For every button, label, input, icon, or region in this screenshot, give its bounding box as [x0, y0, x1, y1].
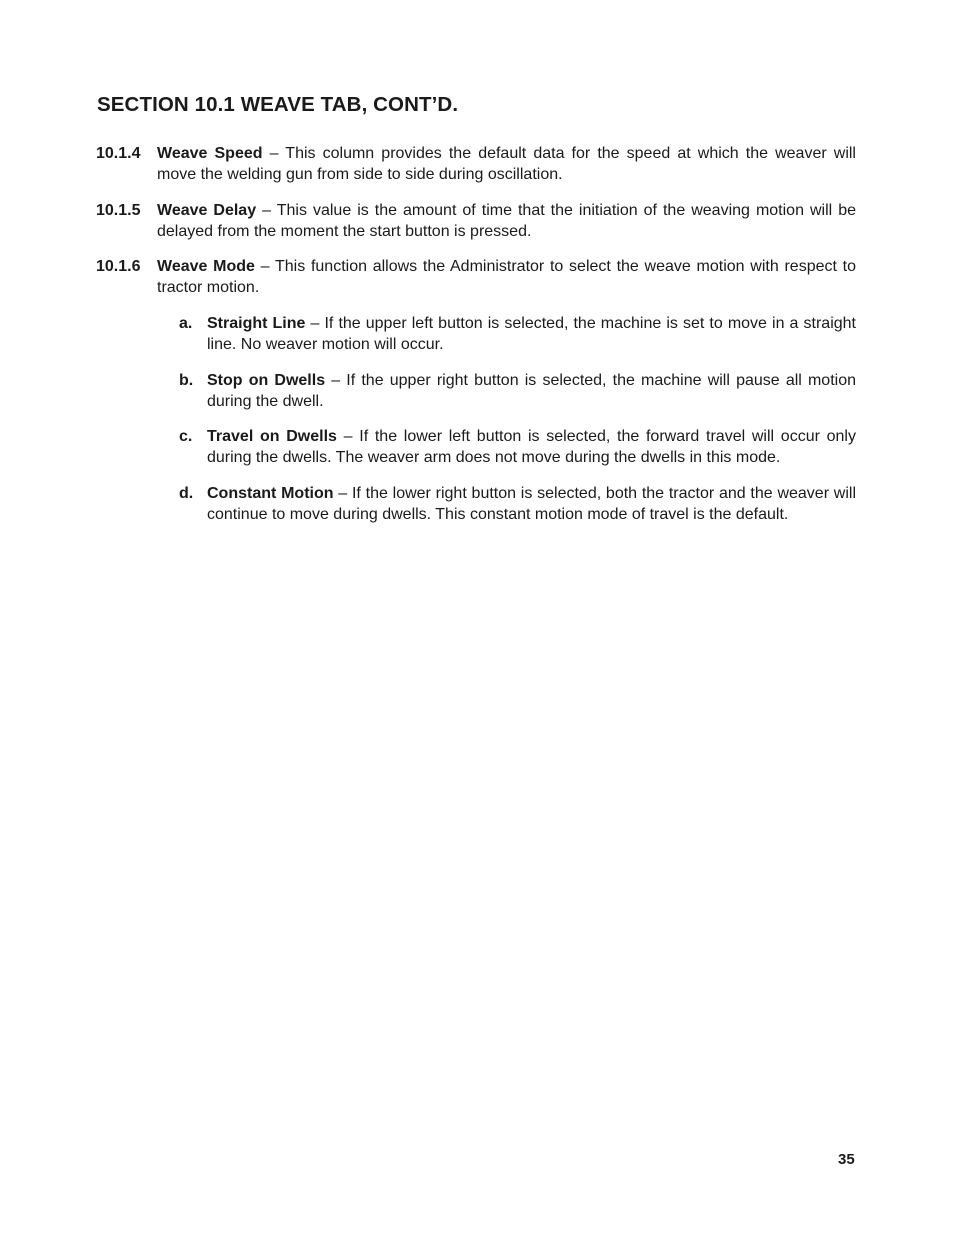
- mode-term: Stop on Dwells: [207, 372, 326, 389]
- mode-paragraph: [207, 427, 856, 468]
- page-title: SECTION 10.1 WEAVE TAB, CONT’D.: [97, 93, 459, 116]
- section-paragraph: [157, 144, 856, 185]
- section-term: Weave Mode: [157, 258, 255, 275]
- section-term: Weave Delay: [157, 202, 257, 219]
- mode-term: Constant Motion: [207, 485, 334, 502]
- mode-item-stop-on-dwells: [179, 371, 856, 412]
- mode-term: Straight Line: [207, 315, 306, 332]
- section-paragraph: [157, 257, 856, 298]
- mode-paragraph: [207, 371, 856, 412]
- section-10-1-6-weave-mode: [96, 257, 856, 298]
- section-number: 10.1.6: [96, 258, 141, 275]
- section-10-1-4-weave-speed: [96, 144, 856, 185]
- mode-term: Travel on Dwells: [207, 428, 337, 445]
- mode-letter: a.: [179, 315, 193, 332]
- mode-item-straight-line: [179, 314, 856, 355]
- mode-description: – If the upper right button is selected, the machine will pause all motion during the dwell.: [207, 372, 856, 410]
- mode-letter: c.: [179, 428, 193, 445]
- section-number: 10.1.4: [96, 145, 141, 162]
- mode-description: – If the lower left button is selected, the forward travel will occur only during the dwells. The weaver arm does not move during the dwells in this mode.: [207, 428, 856, 466]
- mode-item-travel-on-dwells: [179, 427, 856, 468]
- section-10-1-5-weave-delay: [96, 201, 856, 242]
- section-paragraph: [157, 201, 856, 242]
- mode-letter: b.: [179, 372, 194, 389]
- section-description: – This value is the amount of time that the initiation of the weaving motion will be delayed from the moment the start button is pressed.: [157, 202, 856, 240]
- section-description: – This column provides the default data for the speed at which the weaver will move the welding gun from side to side during oscillation.: [157, 145, 856, 183]
- mode-paragraph: [207, 484, 856, 525]
- section-description: – This function allows the Administrator to select the weave motion with respect to tractor motion.: [157, 258, 857, 296]
- page-number: 35: [838, 1151, 855, 1168]
- mode-item-constant-motion: [179, 484, 856, 525]
- mode-description: – If the lower right button is selected, both the tractor and the weaver will continue to move during dwells. This constant motion mode of travel is the default.: [207, 485, 857, 523]
- mode-letter: d.: [179, 485, 194, 502]
- section-number: 10.1.5: [96, 202, 141, 219]
- section-term: Weave Speed: [157, 145, 263, 162]
- mode-paragraph: [207, 314, 856, 355]
- mode-description: – If the upper left button is selected, the machine is set to move in a straight line. No weaver motion will occur.: [207, 315, 857, 353]
